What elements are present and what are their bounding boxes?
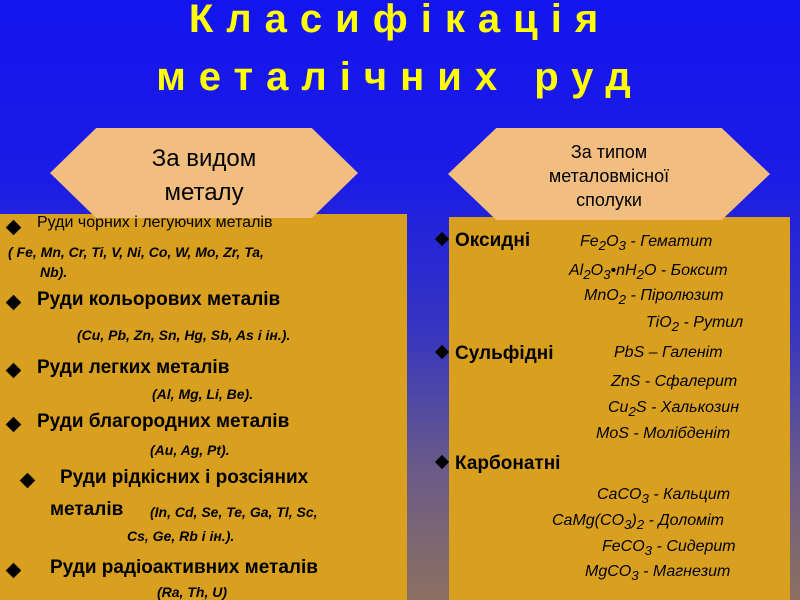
mineral-item: $CaMg(CO_3)_2$ - Доломіт (552, 512, 724, 533)
mineral-item: CaCO$_3$ - Кальцит (597, 486, 731, 507)
page-title-line1: Класифікація (188, 0, 612, 41)
category-label: Оксидні (437, 230, 530, 252)
bullet-icon (435, 232, 449, 246)
left-item-label: Руди кольорових металів (37, 289, 281, 310)
left-item-detail: (Ra, Th, U) (157, 584, 227, 600)
left-header-text: За видом металу (151, 145, 257, 206)
mineral-item: MgCO$_3$ - Магнезит (585, 563, 731, 584)
left-item-detail: (Au, Ag, Pt). (150, 442, 230, 458)
left-item-label: Руди благородних металів (37, 411, 290, 432)
left-item-detail-cont: Cs, Ge, Rb і ін.). (127, 528, 235, 544)
category-label: Карбонатні (437, 453, 560, 475)
mineral-item: PbS – Галеніт (614, 344, 723, 361)
bullet-icon (435, 455, 449, 469)
left-item-detail: (Cu, Pb, Zn, Sn, Hg, Sb, As і ін.). (77, 327, 291, 343)
bullet-icon (435, 345, 449, 359)
right-header-text: За типом металовмісної сполуки (548, 142, 670, 210)
left-item-label-cont: металів (50, 499, 124, 520)
left-item-label: Руди чорних і легуючих металів (37, 214, 273, 231)
category-label: Сульфідні (437, 343, 554, 365)
mineral-item: MoS - Молібденіт (596, 425, 731, 442)
left-item-label: Руди радіоактивних металів (50, 557, 318, 578)
mineral-item: TiO$_2$ - Рутил (646, 314, 744, 335)
left-item-detail: ( Fe, Mn, Cr, Ti, V, Ni, Co, W, Mo, Zr, Ta, (8, 244, 264, 260)
left-item-label: Руди рідкісних і розсіяних (60, 467, 309, 488)
left-item-detail: (Al, Mg, Li, Be). (152, 386, 254, 402)
mineral-item: FeCO$_3$ - Сидерит (602, 538, 736, 559)
page-title-line2: металічних руд (156, 55, 644, 99)
left-item-label: Руди легких металів (37, 357, 230, 378)
mineral-item: ZnS - Сфалерит (611, 373, 738, 390)
left-item-detail: (In, Cd, Se, Te, Ga, Tl, Sc, (150, 504, 318, 520)
mineral-item: MnO$_2$ - Піролюзит (584, 287, 724, 308)
mineral-item: $Al_2O_3•nH_2O$ - Боксит (569, 262, 728, 283)
left-item-detail-cont: Nb). (40, 264, 68, 280)
mineral-item: $Fe_2O_3$ - Гематит (580, 233, 713, 254)
mineral-item: $Cu_2S$ - Халькозин (608, 399, 740, 420)
